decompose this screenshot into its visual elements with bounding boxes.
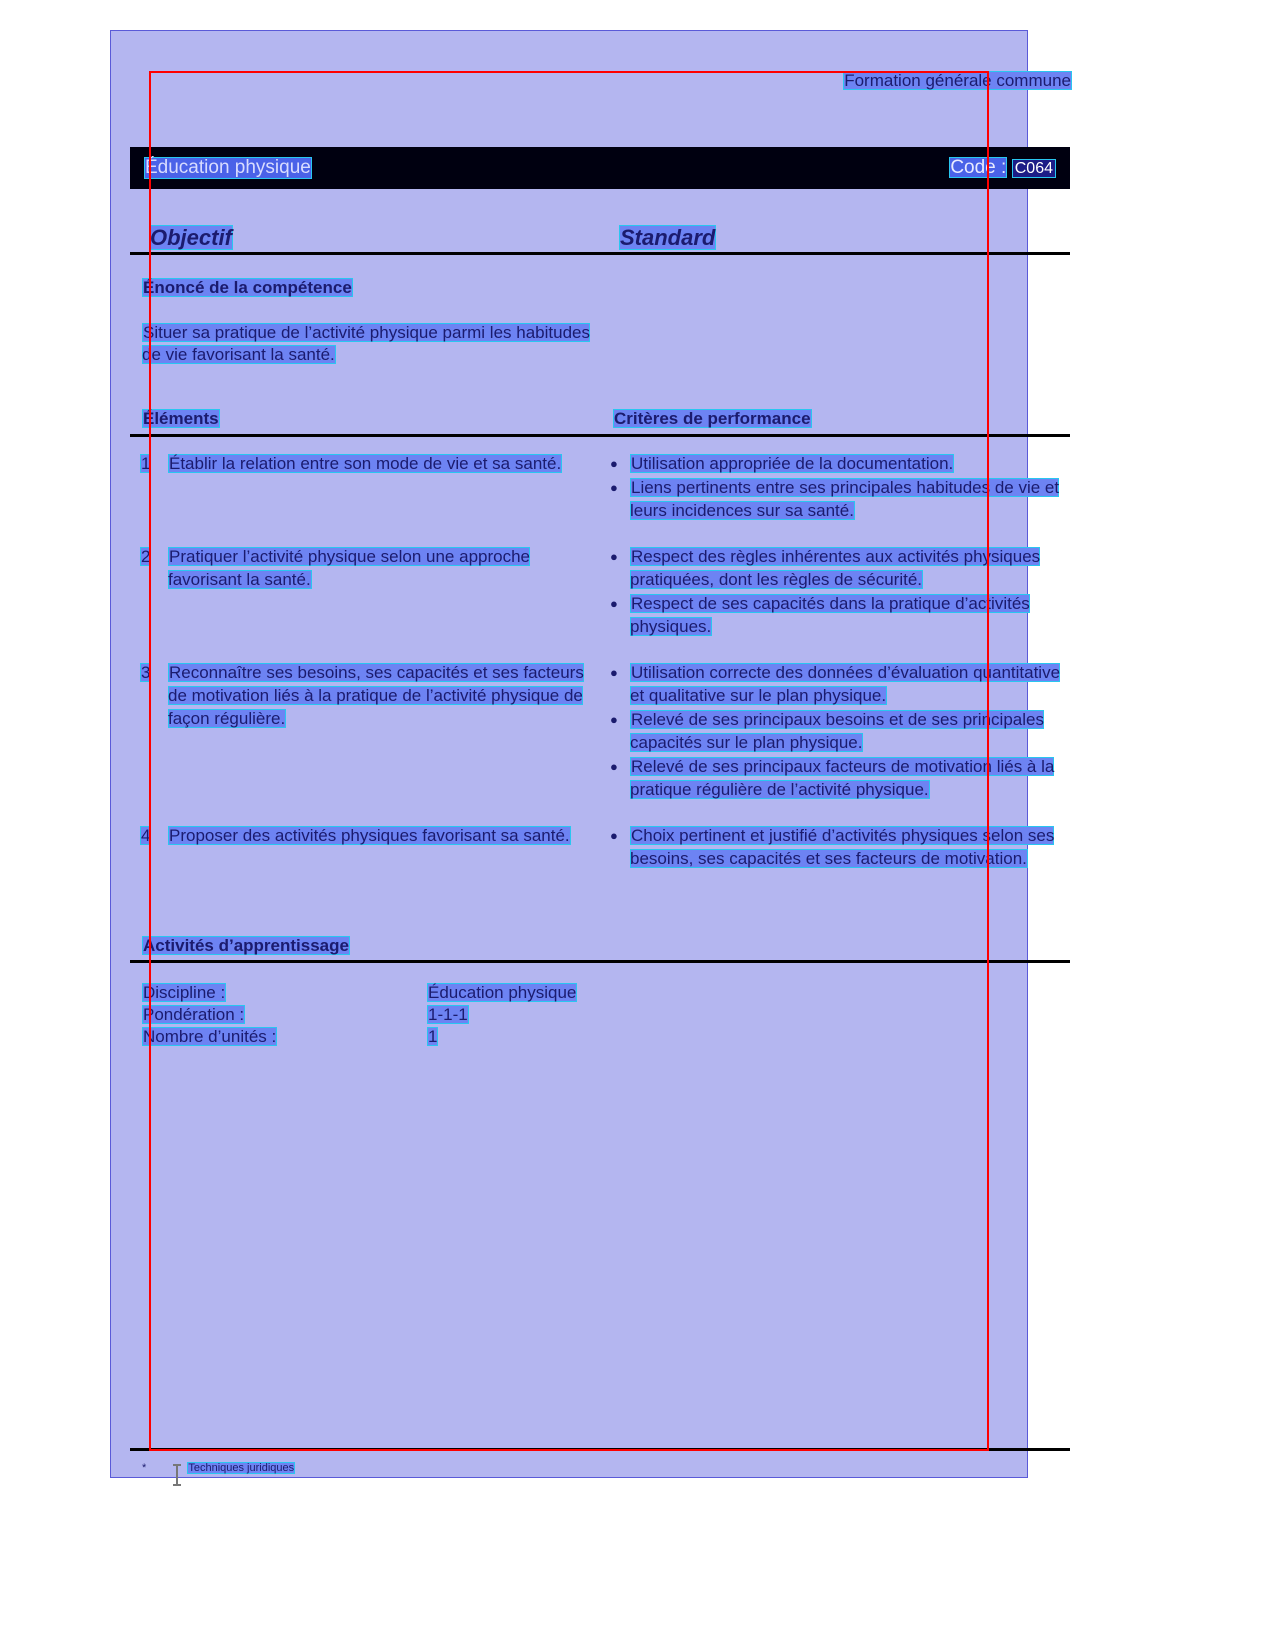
elements-heading [142,409,220,429]
element-number: 4 [141,826,151,845]
criterion-text: Utilisation appropriée de la documentation. [631,454,954,473]
element-cell [140,661,610,802]
element-text: Pratiquer l’activité physique selon une approche favorisant la santé. [168,547,531,589]
divider-footer [130,1448,1070,1451]
footnote [142,1462,295,1474]
criteres-heading [613,409,812,429]
criteres-heading-text: Critères de performance [614,409,811,428]
objectif-label: Objectif [150,225,232,250]
bullet-icon: ● [610,712,618,727]
course-title-bar [130,147,1070,189]
footnote-marker: * [142,1462,147,1474]
running-header [600,71,1072,91]
criterion-text: Respect de ses capacités dans la pratique d’activités physiques. [630,594,1030,636]
meta-row [142,1004,577,1026]
meta-value: 1-1-1 [428,1005,468,1024]
bullet-icon: ● [610,828,618,843]
table-row [140,824,1070,871]
element-text: Proposer des activités physiques favorisant sa santé. [169,826,570,845]
criterion-text: Liens pertinents entre ses principales habitudes de vie et leurs incidences sur sa santé. [630,478,1060,520]
element-cell [140,824,610,871]
meta-label: Pondération : [143,1005,245,1024]
criteria-cell [610,545,1070,639]
elements-heading-text: Éléments [143,409,219,428]
bullet-icon: ● [610,549,618,564]
standard-label: Standard [620,225,716,250]
course-code [949,157,1056,179]
criterion-text: Utilisation correcte des données d’évaluation quantitative et qualitative sur le plan physique. [630,663,1061,705]
element-number: 1 [141,454,151,473]
criterion-text: Relevé de ses principaux facteurs de motivation liés à la pratique régulière de l’activité physique. [630,757,1055,799]
meta-value: 1 [428,1027,438,1046]
criterion-text: Choix pertinent et justifié d’activités physiques selon ses besoins, ses capacités et ses facteurs de motivation. [630,826,1055,868]
course-title: Éducation physique [145,157,311,178]
meta-row [142,1026,577,1048]
bullet-icon: ● [610,596,618,611]
enonce-heading [142,278,353,298]
text-caret [176,1464,178,1486]
competency-table [140,452,1070,893]
meta-label: Nombre d’unités : [143,1027,277,1046]
divider-objectif [130,252,1070,255]
bullet-icon: ● [610,665,618,680]
meta-label: Discipline : [143,983,226,1002]
table-row [140,452,1070,523]
activites-meta [142,982,577,1048]
element-number: 3 [141,663,151,682]
element-number: 2 [141,547,151,566]
element-cell [140,545,610,639]
bullet-icon: ● [610,480,618,495]
enonce-heading-text: Énoncé de la compétence [143,278,352,297]
course-code-label: Code : [950,157,1007,178]
running-header-text: Formation générale commune [844,71,1071,90]
table-row [140,545,1070,639]
activites-heading-text: Activités d’apprentissage [143,936,349,955]
activites-heading [142,936,350,956]
criteria-cell [610,452,1070,523]
element-cell [140,452,610,523]
criteria-cell [610,824,1070,871]
bullet-icon: ● [610,759,618,774]
criterion-text: Respect des règles inhérentes aux activités physiques pratiquées, dont les règles de sécurité. [630,547,1041,589]
bullet-icon: ● [610,456,618,471]
criteria-cell [610,661,1070,802]
criterion-text: Relevé de ses principaux besoins et de ses principales capacités sur le plan physique. [630,710,1044,752]
divider-activites [130,960,1070,963]
divider-elements [130,434,1070,437]
element-text: Reconnaître ses besoins, ses capacités et ses facteurs de motivation liés à la pratique de l’activité physique de façon régulière. [168,663,584,728]
meta-value: Éducation physique [428,983,577,1002]
table-row [140,661,1070,802]
element-text: Établir la relation entre son mode de vie et sa santé. [169,454,562,473]
meta-row [142,982,577,1004]
enonce-text: Situer sa pratique de l’activité physique parmi les habitudes de vie favorisant la santé. [142,323,590,364]
footnote-text: Techniques juridiques [188,1462,295,1474]
course-code-value: C064 [1012,159,1056,178]
enonce-paragraph [142,322,592,366]
